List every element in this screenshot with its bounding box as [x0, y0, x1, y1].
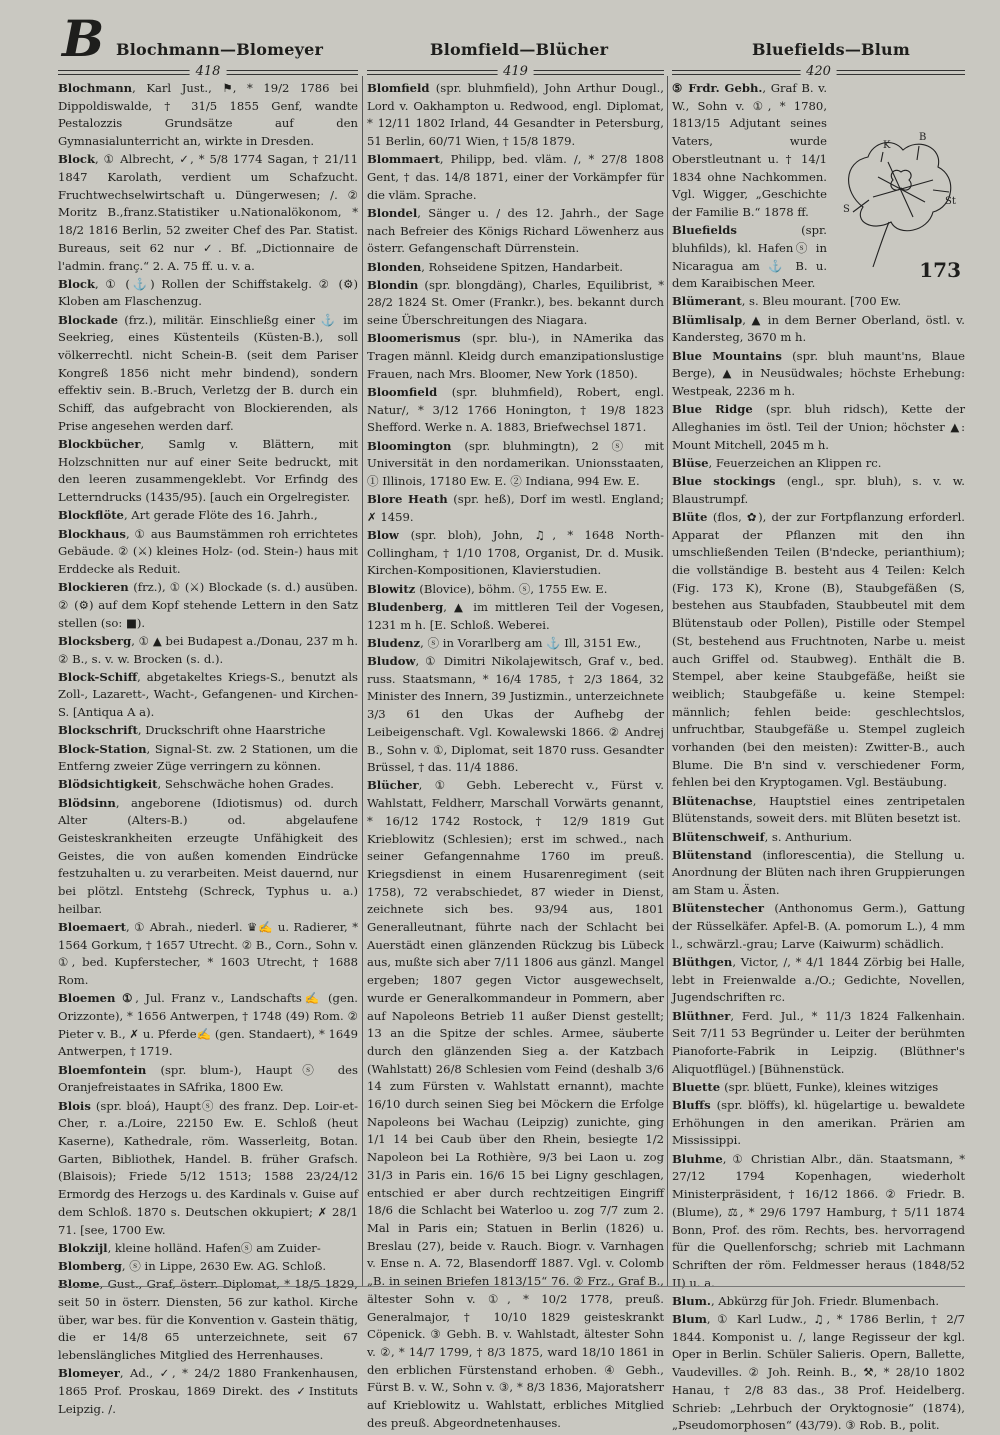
page-number-middle: 419: [497, 64, 534, 79]
entry-headword: Blockbücher: [58, 437, 141, 452]
entry-headword: Bludenberg: [367, 599, 444, 614]
dictionary-entry: [367, 653, 664, 777]
column-divider: [667, 76, 668, 1286]
entry-headword: Block: [58, 276, 96, 291]
entry-headword: Bloomfield: [367, 384, 452, 399]
entry-body: , Signal-St. zw. 2 Stationen, um die Entferng zweier Züge verringern zu können.: [58, 741, 358, 774]
entry-body: (spr. bloh), John, ♫, * 1648 North-Collingham, † 1/10 1708, Organist, Dr. d. Musik. Kirchen-Kompositionen, Klavierstudien.: [367, 528, 664, 578]
entry-body: , ① Abrah., niederl. ♛✍ u. Radierer, * 1564 Gorkum, † 1657 Utrecht. ② B., Corn., Sohn v. ①, bed. Kupferstecher, * 1603 Utrecht, † 1688 Rom.: [58, 920, 358, 988]
entry-headword: Blomfield: [367, 81, 436, 95]
entry-body: , ① Christian Albr., dän. Staatsmann, * 27/12 1794 Kopenhagen, wiederholt Ministerpräsident, † 16/12 1866. ② Friedr. B. (Blume), ⚖, * 29/6 1797 Hamburg, † 5/11 1874 Bonn, Prof. des röm. Rechts, bes. hervorragend für die Quellenforschg; schrieb mit Lachmann Schriften der röm. Feldmesser heraus (1848/52 II) u. a.: [672, 1151, 965, 1290]
dictionary-entry: [367, 581, 664, 599]
dictionary-entry: [58, 507, 358, 525]
column-divider: [362, 76, 363, 1286]
dictionary-entry: [367, 259, 664, 277]
dictionary-entry: [58, 151, 358, 275]
entry-headword: Block-Schiff: [58, 669, 138, 684]
entry-body: (inflorescentia), die Stellung u. Anordnung der Blüten nach ihren Gruppierungen am Stam u. Ästen.: [672, 847, 965, 898]
entry-body: , abgetakeltes Kriegs-S., benutzt als Zoll-, Lazarett-, Wacht-, Gefangenen- und Kirchen-S. [Antiqua A a).: [58, 669, 358, 720]
dictionary-entry: [367, 384, 664, 437]
column-left: [58, 80, 359, 1416]
entry-headword: Bloemfontein: [58, 1062, 161, 1077]
dictionary-entry: [672, 348, 965, 401]
dictionary-entry: [672, 455, 965, 473]
entry-headword: Blue Mountains: [672, 348, 793, 363]
entry-body: (spr. bluhfilds), kl. Hafenⓢ in Nicaragua am ⚓ B. u. dem Karaibischen Meer.: [672, 223, 827, 291]
entry-headword: Blum.: [672, 1293, 711, 1308]
entry-headword: Blommaert: [367, 152, 440, 167]
entry-headword: ⑤ Frdr. Gebh.: [672, 81, 763, 95]
entry-headword: Blödsichtigkeit: [58, 777, 158, 792]
entry-headword: Bloemaert: [58, 920, 126, 935]
page-number-row-left: [58, 66, 358, 80]
dictionary-entry: [58, 436, 358, 507]
dictionary-entry: [58, 1098, 358, 1240]
dictionary-entry: [672, 829, 965, 847]
dictionary-entry: [58, 1365, 358, 1418]
dictionary-entry: [672, 954, 965, 1007]
dictionary-entry: [58, 1258, 358, 1276]
entry-body: , ① Dimitri Nikolajewitsch, Graf v., bed. russ. Staatsmann, * 16/4 1785, † 2/3 1864, 32 Minister des Innern, 39 Justizmin., unterzeichnete 3/3 61 den Ukas der Aufhebg der Leibeigenschaft. Vgl. Kowalewski 1866. ② Andrej B., Sohn v. ①, Diplomat, seit 1870 russ. Gesandter Brüssel, † das. 11/4 1886.: [367, 654, 664, 775]
entry-body: , Hauptstiel eines zentripetalen Blütenstands, soweit ders. mit Blüten besetzt ist.: [672, 793, 965, 826]
dictionary-entry: [58, 312, 358, 436]
entry-headword: Block-Station: [58, 741, 147, 756]
entry-headword: Bluette: [672, 1079, 725, 1094]
entry-body: (frz.), ① (⚔) Blockade (s. d.) ausüben. ② (⚙) auf dem Kopf stehende Lettern in den Satz stellen (so: ■).: [58, 580, 358, 630]
entry-body: (Blovice), böhm. ⓢ, 1755 Ew. E.: [419, 581, 608, 596]
entry-body: , s. Bleu mourant. [700 Ew.: [741, 294, 902, 309]
entry-body: , ⓢ in Vorarlberg am ⚓ Ill, 3151 Ew.,: [420, 635, 642, 650]
entry-body: , ① aus Baumstämmen roh errichtetes Gebäude. ② (⚔) kleines Holz- (od. Stein-) haus mit Erddecke als Reduit.: [58, 526, 358, 576]
entry-body: , Gust., Graf, österr. Diplomat, * 18/5 1829, seit 50 in österr. Diensten, 56 zur kathol. Kirche über, war bes. für die Konvention v. Gastein thätig, die er 14/8 65 unterzeichnete, seit 67 lebenslängliches Mitglied des Herrenhauses.: [58, 1277, 358, 1362]
entry-body: (spr. bloá), Hauptⓢ des franz. Dep. Loir-et-Cher, r. a./Loire, 22150 Ew. E. Schloß (heut Kaserne), Kathedrale, röm. Wasserleitg, Botan. Garten, Bibliothek, Handel. B. früher Grafsch. (Blaisois); Friede 5/12 1513; 1588 23/24/12 Ermordg des Herzogs u. des Kardinals v. Guise auf dem Schloß. 1870 s. Deutschen okkupiert; ✗ 28/1 71. [see, 1700 Ew.: [58, 1098, 359, 1237]
dictionary-entry: [672, 1311, 965, 1435]
dictionary-entry: [58, 919, 358, 990]
entry-body: , kleine holländ. Hafenⓢ am Zuider-: [107, 1240, 321, 1255]
dictionary-entry: [672, 509, 965, 792]
dictionary-entry: [58, 776, 358, 794]
dictionary-entry: [672, 1008, 965, 1079]
entry-headword: Blockhaus: [58, 526, 126, 541]
entry-body: , ① Gebh. Leberecht v., Fürst v. Wahlstatt, Feldherr, Marschall Vorwärts genannt, * 16/12 1742 Rostock, † 12/9 1819 Gut Krieblowitz (Schlesien); erst im schwed., nach seiner Gefangennahme 1760 im preuß. Kriegsdienst in einem Husarenregiment (seit 1758), 72 verabschiedet, 87 wieder in Dienst, zeichnete sich bes. 93/94 aus, 1801 Generalleutnant, führte nach der Schlacht bei Auerstädt einen glänzenden Rückzug bis Lübeck aus, mußte sich aber 7/11 1806 aus gänzl. Mangel ergeben; 1807 gegen Victor ausgewechselt, wurde er Generalkommandeur in Pommern, aber auf Napoleons Betrieb 11 außer Dienst gestellt; 13 an die Spitze der schles. Armee, säuberte durch den glänzenden Sieg a. der Katzbach (Wahlstatt) 26/8 Schlesien vom Feind (deshalb 3/6 14 zum Fürsten v. Wahlstatt ernannt), machte 16/10 durch seinen Sieg bei Möckern die Erfolge Napoleons bei Wachau (Leipzig) zunichte, ging 1/1 14 bei Caub über den Rhein, besiegte 1/2 Napoleon bei La Rothière, 9/3 bei Laon u. zog 31/3 in Paris ein. 16/6 15 bei Ligny geschlagen, entschied er aber durch rechtzeitigen Eingriff 18/6 die Schlacht bei Waterloo u. zog 7/7 zum 2. Mal in Paris ein; Statuen in Berlin (1826) u. Breslau (27), beide v. Rauch. Biogr. v. Varnhagen v. Ense n. A. 72, Blasendorff 1887. Vgl. v. Colomb „B. in seinen Briefen 1813/15“ 76. ② Frz., Graf B., ältester Sohn v. ①, * 10/2 1778, preuß. Generalmajor, † 10/10 1829 geisteskrankt Cöpenick. ③ Gebh. B. v. Wahlstadt, ältester Sohn v. ②, * 14/7 1799, † 8/3 1875, ward 18/10 1861 in den erblichen Fürstenstand erhoben. ④ Gebh., Fürst B. v. W., Sohn v. ③, * 8/3 1836, Majoratsherr auf Krieblowitz u. Wahlstatt, erbliches Mitglied des preuß. Abgeordnetenhauses.: [367, 778, 664, 1430]
dictionary-entry: [672, 1293, 965, 1311]
entry-headword: Blonden: [367, 259, 422, 274]
entry-headword: Blüthgen: [672, 954, 733, 969]
figure-label-st: St: [945, 196, 956, 207]
dictionary-entry: [58, 633, 358, 668]
entry-headword: Bluefields: [672, 223, 802, 238]
entry-headword: Blondin: [367, 277, 425, 292]
entry-body: , ① (⚓) Rollen der Schiffstakelg. ② (⚙) Kloben am Flaschenzug.: [58, 276, 358, 309]
page-number-row-right: [672, 66, 965, 80]
entry-body: , Ferd. Jul., * 11/3 1824 Falkenhain. Seit 7/11 53 Begründer u. Leiter der berühmten Pianoforte-Fabrik in Leipzig. (Blüthner's Aliquotflügel.) [Bühnenstück.: [672, 1008, 965, 1076]
entry-headword: Bluhme: [672, 1151, 723, 1166]
entry-headword: Blüthner: [672, 1008, 731, 1023]
dictionary-entry: [367, 777, 664, 1432]
entry-body: (engl., spr. bluh), s. v. w. Blaustrumpf.: [672, 473, 965, 506]
entry-body: , Rohseidene Spitzen, Handarbeit.: [421, 259, 623, 274]
figure-label-k: K: [883, 140, 891, 151]
page-number-row-middle: [367, 66, 664, 80]
page-number-right: 420: [800, 64, 837, 79]
entry-body: (flos, ✿), der zur Fortpflanzung erforderl. Apparat der Pflanzen mit den ihn umschließenden Teilen (B'ndecke, perianthium); die vollständige B. besteht aus 4 Teilen: Kelch (Fig. 173 K), Krone (B), Staubgefäßen (S, bestehen aus Staubfaden, Staubbeutel mit dem Blütenstaub oder Pollen), Pistille oder Stempel (St, bestehend aus Fruchtnoten, Narbe u. meist auch Griffel od. Staubweg). Enthält die B. Stempel, aber keine Staubgefäße, heißt sie weiblich; Staubgefäße u. keine Stempel: männlich; fehlen beide: geschlechtslos, unfruchtbar, Staubgefäße u. Stempel zugleich vorhanden (bei den meisten): Zwitter-B., auch Blume. Die B'n sind v. verschiedener Form, fehlen bei den Kryptogamen. Vgl. Bestäubung.: [672, 509, 965, 790]
dictionary-entry: [367, 330, 664, 383]
dictionary-entry: [58, 526, 358, 579]
entry-headword: Block: [58, 152, 96, 167]
entry-body: (spr. heß), Dorf im westl. England; ✗ 1459.: [367, 492, 665, 524]
entry-headword: Blochmann: [58, 81, 133, 95]
entry-headword: Blois: [58, 1098, 96, 1113]
dictionary-entry: [672, 401, 965, 454]
entry-body: (spr. bluhmingtn), 2 ⓢ mit Universität in den nordamerikan. Unionsstaaten, ① Illinois, 17180 Ew. E. ② Indiana, 994 Ew. E.: [367, 438, 664, 488]
entry-headword: Blüte: [672, 509, 713, 524]
entry-body: (spr. blongdäng), Charles, Equilibrist, * 28/2 1824 St. Omer (Frankr.), bes. bekannt durch seine Überschreitungen des Niagara.: [367, 277, 664, 328]
entry-body: , Philipp, bed. vläm. /, * 27/8 1808 Gent, † das. 14/8 1871, einer der Vorkämpfer für die vläm. Sprache.: [367, 152, 664, 202]
section-letter: B: [62, 9, 105, 68]
dictionary-entry: [672, 1151, 965, 1293]
entry-body: , ▲ in dem Berner Oberland, östl. v. Kandersteg, 3670 m h.: [672, 312, 965, 345]
entry-body: (spr. bluhmfield), John Arthur Dougl., Lord v. Oakhampton u. Redwood, engl. Diplomat, * 12/11 1802 Irland, 44 Gesandter in Petersburg, 51 Berlin, 60/71 Wien, † 15/8 1879.: [367, 81, 664, 149]
entry-headword: Blomberg: [58, 1258, 122, 1273]
dictionary-entry: [367, 527, 664, 580]
dictionary-entry: [58, 80, 358, 151]
entry-headword: Bludenz: [367, 635, 421, 650]
entry-headword: Blütenschweif: [672, 829, 765, 844]
entry-headword: Blomeyer: [58, 1366, 120, 1381]
entry-headword: Blütenstand: [672, 847, 763, 862]
entry-body: (spr. blum-), Hauptⓢ des Oranjefreistaates in SAfrika, 1800 Ew.: [58, 1062, 358, 1095]
entry-headword: Blödsinn: [58, 795, 116, 810]
dictionary-entry: [58, 1276, 358, 1365]
entry-body: , Druckschrift ohne Haarstriche: [137, 723, 326, 738]
entry-headword: Blütenstecher: [672, 901, 775, 916]
entry-body: , Jul. Franz v., Landschafts✍ (gen. Orizzonte), * 1656 Antwerpen, † 1748 (49) Rom. ② Pieter v. B., ✗ u. Pferde✍ (gen. Standaert), * 1649 Antwerpen, † 1719.: [58, 991, 358, 1059]
entry-headword: Blow: [367, 528, 411, 543]
figure-label-b: B: [919, 132, 927, 143]
entry-headword: Blümerant: [672, 294, 742, 309]
column-middle: [367, 80, 665, 1430]
dictionary-entry: [367, 599, 664, 634]
entry-headword: Blum: [672, 1312, 707, 1327]
entry-headword: Blome: [58, 1277, 100, 1292]
dictionary-entry: [58, 276, 358, 311]
dictionary-entry: [58, 1062, 358, 1097]
dictionary-entry: [58, 795, 358, 919]
entry-headword: Blue stockings: [672, 473, 787, 488]
flower-illustration: [833, 82, 965, 282]
entry-body: , ① Karl Ludw., ♫, * 1786 Berlin, † 2/7 1844. Komponist u. /, lange Regisseur der kgl. Oper in Berlin. Schüler Salieris. Opern, Ballette, Vaudevilles. ② Joh. Reinh. B., ⚒, * 28/10 1802 Hanau, † 2/8 83 das., 38 Prof. Heidelberg. Schrieb: „Lehrbuch der Oryktognosie“ (1874), „Pseudomorphosen“ (43/79). ③ Rob. B., polit.: [672, 1312, 965, 1433]
entry-body: , Sehschwäche hohen Grades.: [157, 777, 334, 792]
running-head-left: Blochmann—Blomeyer: [116, 40, 324, 59]
dictionary-entry: [58, 741, 358, 776]
dictionary-entry: [58, 1240, 358, 1258]
entry-headword: Blockieren: [58, 580, 134, 595]
entry-headword: Blockschrift: [58, 723, 138, 738]
entry-body: , angeborene (Idiotismus) od. durch Alter (Alters-B.) od. abgelaufene Geisteskrankheiten erzeugte Unfähigkeit des Geistes, die von außen komenden Eindrücke festzuhalten u. zu verarbeiten. Meist dauernd, nur bei plötzl. Entstehg (Schreck, Typhus u. a.) heilbar.: [58, 795, 358, 916]
entry-headword: Bloemen ①: [58, 991, 136, 1006]
entry-body: , Victor, /, * 4/1 1844 Zörbig bei Halle, lebt in Freienwalde a./O.; Gedichte, Novellen, Jugendschriften rc.: [672, 954, 965, 1005]
entry-body: , ① ▲ bei Budapest a./Donau, 237 m h. ② B., s. v. w. Brocken (s. d.).: [58, 633, 358, 666]
entry-headword: Bluffs: [672, 1098, 717, 1113]
dictionary-entry: [58, 579, 358, 632]
entry-headword: Blütenachse: [672, 793, 753, 808]
entry-headword: Bloomerismus: [367, 331, 473, 346]
entry-headword: Blue Ridge: [672, 402, 766, 417]
entry-headword: Blümlisalp: [672, 312, 743, 327]
entry-body: , Karl Just., ⚑, * 19/2 1786 bei Dippoldiswalde, † 31/5 1855 Genf, wandte Pestalozzis Grundsätze auf den Gymnasialunterricht an, wirkte in Dresden.: [58, 81, 358, 149]
entry-headword: Blücher: [367, 778, 419, 793]
dictionary-entry: [367, 438, 664, 491]
dictionary-entry: [367, 205, 664, 258]
entry-body: , s. Anthurium.: [764, 829, 853, 844]
flower-figure: [833, 82, 965, 282]
entry-body: , Ad., ✓, * 24/2 1880 Frankenhausen, 1865 Prof. Proskau, 1869 Direkt. des ✓Instituts Leipzig. /.: [58, 1366, 358, 1416]
bottom-rule: [58, 1286, 965, 1287]
dictionary-entry: [58, 669, 358, 722]
figure-label-s: S: [843, 204, 850, 215]
running-head-right: Bluefields—Blum: [752, 40, 910, 59]
dictionary-entry: [367, 80, 664, 151]
entry-body: , Graf B. v. W., Sohn v. ①, * 1780, 1813/15 Adjutant seines Vaters, wurde Oberstleutnant u. † 14/1 1834 ohne Nachkommen. Vgl. Wigger, „Geschichte der Familie B.“ 1878 ff.: [672, 81, 828, 219]
entry-body: (spr. blu-), in NAmerika das Tragen männl. Kleidg durch emanzipationslustige Frauen, nach Mrs. Bloomer, New York (1850).: [367, 331, 664, 381]
dictionary-entry: [672, 473, 965, 508]
entry-body: (spr. bluh ridsch), Kette der Alleghanies im östl. Teil der Union; höchster ▲: Mount Mitchell, 2045 m h.: [672, 402, 965, 452]
entry-headword: Blore Heath: [367, 492, 454, 507]
entry-body: , Abkürzg für Joh. Friedr. Blumenbach.: [710, 1293, 940, 1308]
entry-body: , Samlg v. Blättern, mit Holzschnitten nur auf einer Seite bedruckt, mit den leeren zusammengeklebt. Vor Erfindg des Letterndrucks (1435/95). [auch ein Orgelregister.: [58, 437, 358, 505]
running-head-middle: Blomfield—Blücher: [430, 40, 609, 59]
entry-body: , Art gerade Flöte des 16. Jahrh.,: [123, 508, 318, 523]
dictionary-entry: [672, 1079, 965, 1097]
entry-body: (spr. bluh maunt'ns, Blaue Berge), ▲ in Neusüdwales; höchste Erhebung: Westpeak, 2236 m h.: [672, 348, 965, 398]
entry-headword: Blockflöte: [58, 508, 124, 523]
dictionary-entry: [367, 635, 664, 653]
dictionary-entry: [672, 900, 965, 953]
page-number-left: 418: [190, 64, 227, 79]
entry-headword: Blocksberg: [58, 633, 132, 648]
entry-headword: Blondel: [367, 205, 418, 220]
dictionary-entry: [672, 1097, 965, 1150]
entry-body: , Sänger u. / des 12. Jahrh., der Sage nach Befreier des Königs Richard Löwenherz aus österr. Gefangenschaft Dürrenstein.: [367, 205, 664, 256]
entry-body: , ▲ im mittleren Teil der Vogesen, 1231 m h. [E. Schloß. Weberei.: [367, 599, 664, 632]
entry-headword: Blokzijl: [58, 1240, 108, 1255]
dictionary-entry: [367, 151, 664, 204]
dictionary-entry: [58, 722, 358, 740]
entry-body: , Feuerzeichen an Klippen rc.: [708, 455, 882, 470]
entry-headword: Bloomington: [367, 438, 465, 453]
figure-number: 173: [919, 258, 961, 283]
dictionary-entry: [672, 312, 965, 347]
dictionary-entry: [58, 990, 358, 1061]
entry-body: (spr. blöffs), kl. hügelartige u. bewaldete Erhöhungen in den amerikan. Prärien am Mississippi.: [672, 1098, 965, 1148]
entry-body: (frz.), militär. Einschließg einer ⚓ im Seekrieg, eines Küstenteils (Küsten-B.), soll völkerrechtl. nicht Schein-B. (seit dem Pariser Kongreß 1856 nicht mehr bindend), sondern effektiv sein. B.-Bruch, Verletzg der B. durch ein Schiff, das aufgebracht von Blockierenden, als Prise angesehen werden darf.: [58, 312, 359, 433]
entry-body: (spr. blüett, Funke), kleines witziges: [724, 1079, 939, 1094]
dictionary-entry: [672, 847, 965, 900]
entry-headword: Blowitz: [367, 581, 420, 596]
dictionary-entry: [672, 793, 965, 828]
entry-headword: Bludow: [367, 654, 416, 668]
entry-body: (spr. bluhmfield), Robert, engl. Natur/, * 3/12 1766 Honington, † 19/8 1823 Shefford. Werke n. A. 1883, Briefwechsel 1871.: [367, 384, 664, 435]
column-right: [672, 80, 965, 1433]
entry-body: , ⓢ in Lippe, 2630 Ew. AG. Schloß.: [121, 1258, 327, 1273]
dictionary-entry: [367, 277, 664, 330]
entry-body: (Anthonomus Germ.), Gattung der Rüsselkäfer. Apfel-B. (A. pomorum L.), 4 mm l., schwärzl.-grau; Larve (Kaiwurm) schädlich.: [672, 901, 965, 951]
entry-headword: Blüse: [672, 455, 709, 470]
dictionary-entry: [672, 293, 965, 311]
dictionary-entry: [367, 491, 664, 526]
entry-body: , ① Albrecht, ✓, * 5/8 1774 Sagan, † 21/11 1847 Karolath, verdient um Schafzucht. Fruchtwechselwirtschaft u. Düngerwesen; /. ② Moritz B.,franz.Statistiker u.Nationalökonom, * 18/2 1816 Berlin, 52 zweiter Chef des Par. Statist. Bureaus, seit 62 nur ✓. Bf. „Dictionnaire de l'admin. franç.“ 2. A. 75 ff. u. v. a.: [58, 152, 358, 273]
entry-headword: Blockade: [58, 312, 125, 327]
